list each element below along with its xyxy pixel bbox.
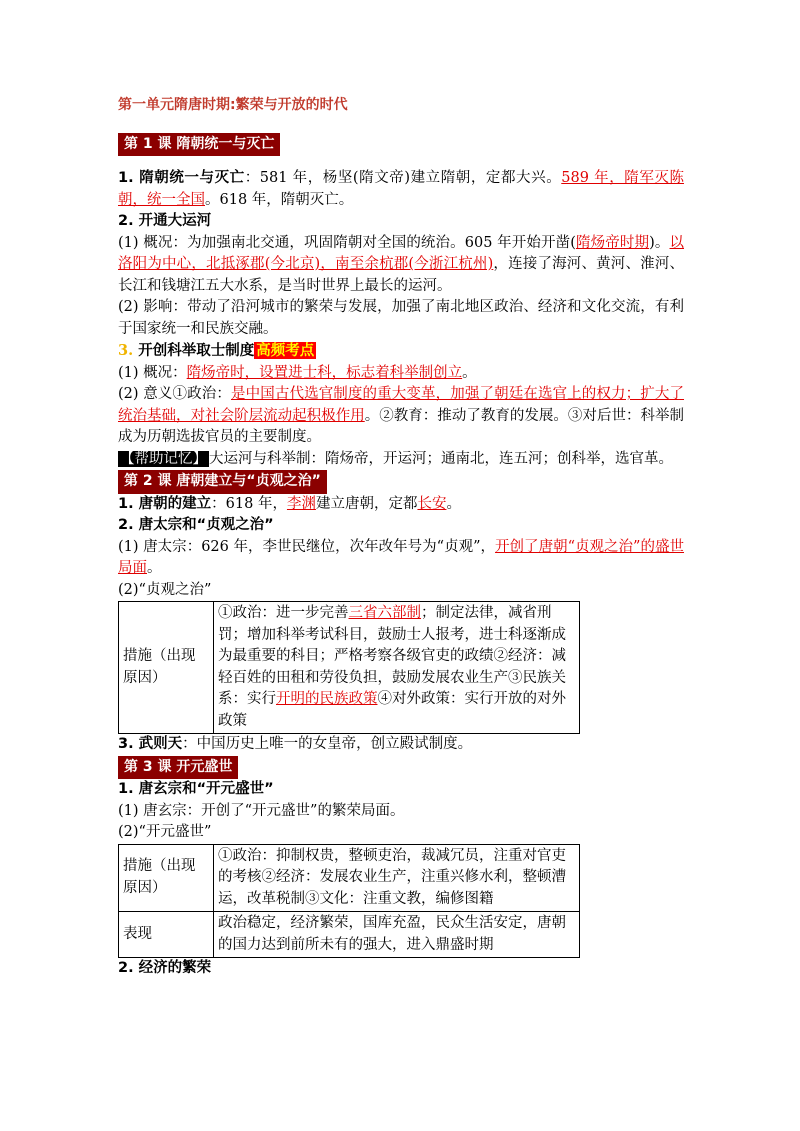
table-row	[119, 912, 580, 958]
heading: 2. 唐太宗和“贞观之治”	[118, 517, 274, 533]
document-body	[118, 95, 684, 980]
table-cell-body: 政治稳定，经济繁荣，国库充盈，民众生活安定，唐朝的国力达到前所未有的强大，进入鼎盛时期	[214, 912, 580, 958]
heading: 3. 开创科举取士制度 高频考点	[118, 342, 315, 359]
lesson-1-title: 第 1 课 隋朝统一与灭亡	[118, 133, 280, 157]
kaiyuan-table	[118, 844, 580, 959]
paragraph: (2) 意义①政治：是中国古代选官制度的重大变革，加强了朝廷在选官上的权力；扩大了统治基础，对社会阶层流动起积极作用。②教育：推动了教育的发展。③对后世：科举制成为历朝选拔官员的主要制度。	[118, 386, 685, 445]
highlight-badge: 高频考点	[256, 342, 315, 359]
paragraph: (2)“开元盛世”	[118, 824, 212, 840]
heading: 2. 开通大运河	[118, 213, 212, 229]
table-row	[119, 602, 580, 734]
paragraph: (1) 概况：隋炀帝时，设置进士科，标志着科举制创立。	[118, 364, 477, 381]
paragraph: 1. 唐朝的建立：618 年，李渊建立唐朝，定都长安。	[118, 495, 461, 512]
table-cell-body: ①政治：抑制权贵，整顿吏治，裁减冗员，注重对官吏的考核②经济：发展农业生产，注重兴修水利，整顿漕运，改革税制③文化：注重文教，编修图籍	[214, 844, 580, 912]
zhenguan-table	[118, 601, 580, 734]
memory-tip: 【帮助记忆】 大运河与科举制：隋炀帝，开运河；通南北，连五河；创科举，选官革。	[120, 450, 673, 467]
table-cell-head: 表现	[119, 912, 214, 958]
memory-tip-tag: 【帮助记忆】	[120, 450, 207, 467]
paragraph: (1) 唐太宗：626 年，李世民继位，次年改年号为“贞观”，开创了唐朝“贞观之治”的盛世局面。	[118, 538, 684, 576]
heading: 1. 唐玄宗和“开元盛世”	[118, 781, 274, 797]
unit-title: 第一单元隋唐时期:繁荣与开放的时代	[118, 97, 348, 113]
lesson-3-title: 第 3 课 开元盛世	[118, 756, 238, 780]
table-cell-head: 措施（出现原因）	[119, 844, 214, 912]
table-row	[119, 844, 580, 912]
paragraph: (2) 影响：带动了沿河城市的繁荣与发展，加强了南北地区政治、经济和文化交流，有利于国家统一和民族交融。	[118, 299, 684, 337]
paragraph: (2)“贞观之治”	[118, 581, 212, 598]
table-cell-body: ①政治：进一步完善三省六部制；制定法律，减省刑罚；增加科举考试科目，鼓励士人报考，进士科逐渐成为最重要的科目；严格考察各级官吏的政绩②经济：减轻百姓的田租和劳役负担，鼓励发展农业生产③民族关系：实行开明的民族政策④对外政策：实行开放的对外政策	[214, 602, 580, 734]
paragraph: (1) 概况：为加强南北交通，巩固隋朝对全国的统治。605 年开始开凿(隋炀帝时期)。以洛阳为中心，北抵涿郡(今北京)，南至余杭郡(今浙江杭州)，连接了海河、黄河、淮河、长江和钱塘江五大水系，是当时世界上最长的运河。	[118, 234, 684, 294]
table-cell-head: 措施（出现原因）	[119, 602, 214, 734]
paragraph: (1) 唐玄宗：开创了“开元盛世”的繁荣局面。	[118, 802, 405, 819]
paragraph: 3. 武则天：中国历史上唯一的女皇帝，创立殿试制度。	[118, 736, 473, 752]
lesson-2-title: 第 2 课 唐朝建立与“贞观之治”	[118, 470, 327, 494]
paragraph: 1. 隋朝统一与灭亡：581 年，杨坚(隋文帝)建立隋朝，定都大兴。589 年，隋军灭陈朝，统一全国。618 年，隋朝灭亡。	[118, 170, 684, 208]
heading: 2. 经济的繁荣	[118, 960, 212, 976]
